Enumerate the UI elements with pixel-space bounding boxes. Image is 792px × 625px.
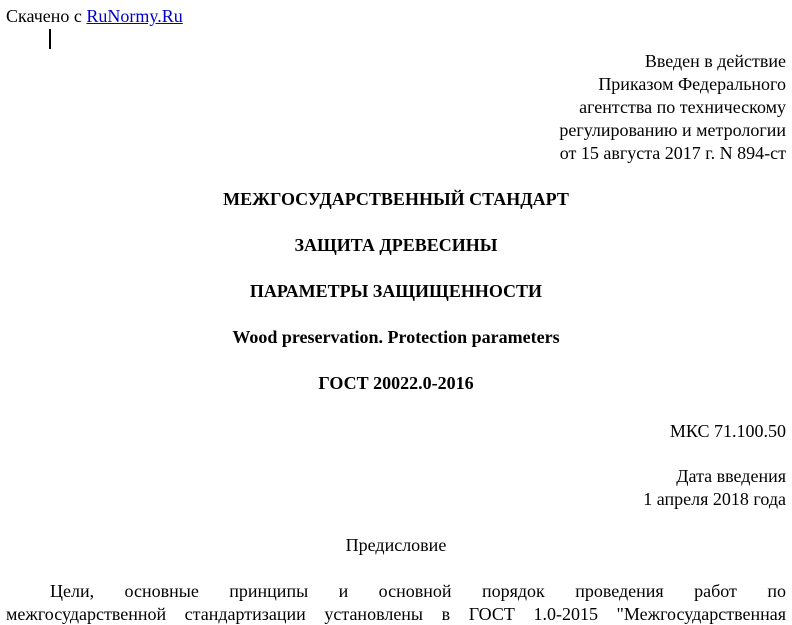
source-link[interactable]: RuNormy.Ru — [86, 6, 183, 26]
preface-line-1-text: Цели, основные принципы и основной порядок проведения работ по — [50, 581, 786, 601]
downloaded-from-line — [6, 5, 183, 27]
introduced-line-3: агентства по техническому — [579, 97, 786, 117]
effective-date-label: Дата введения — [676, 466, 786, 486]
gost-number-heading: ГОСТ 20022.0-2016 — [318, 373, 474, 393]
mks-code: МКС 71.100.50 — [669, 421, 786, 441]
preface-line-2-text: межгосударственной стандартизации установлены в ГОСТ 1.0-2015 "Межгосударственная — [6, 604, 786, 624]
introduced-line-2: Приказом Федерального — [598, 74, 786, 94]
preface-paragraph-line-2 — [6, 603, 786, 625]
effective-date-value: 1 апреля 2018 года — [643, 489, 786, 509]
introduced-line-1: Введен в действие — [644, 51, 786, 71]
title-en-heading: Wood preservation. Protection parameters — [232, 327, 560, 347]
preface-heading: Предисловие — [345, 535, 447, 555]
text-cursor — [49, 29, 51, 49]
preface-paragraph-line-1 — [0, 580, 786, 602]
introduced-line-5: от 15 августа 2017 г. N 894-ст — [559, 143, 786, 163]
standard-type-heading: МЕЖГОСУДАРСТВЕННЫЙ СТАНДАРТ — [223, 189, 569, 209]
introduced-line-4: регулированию и метрологии — [559, 120, 786, 140]
subtitle-ru-heading: ПАРАМЕТРЫ ЗАЩИЩЕННОСТИ — [249, 281, 543, 301]
downloaded-prefix: Скачено с — [6, 6, 87, 26]
title-ru-heading: ЗАЩИТА ДРЕВЕСИНЫ — [294, 235, 498, 255]
